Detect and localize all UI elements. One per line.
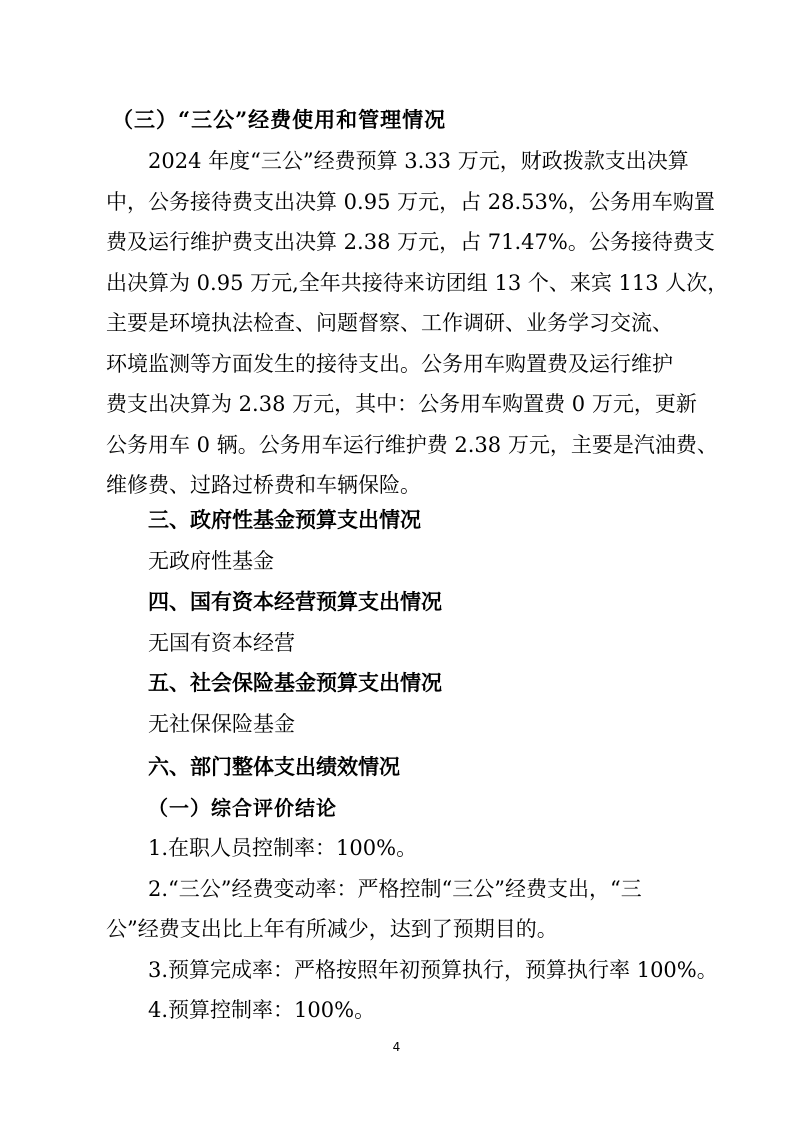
list-item-continuation: 公”经费支出比上年有所减少，达到了预期目的。: [106, 917, 558, 941]
list-item: 1.在职人员控制率：100%。: [148, 836, 418, 860]
sub-heading-evaluation-conclusion: （一）综合评价结论: [148, 796, 337, 820]
paragraph-line: 维修费、过路过桥费和车辆保险。: [106, 473, 421, 497]
page-number: 4: [392, 1040, 401, 1054]
paragraph-line: 主要是环境执法检查、问题督察、工作调研、业务学习交流、: [106, 311, 673, 335]
state-capital-text: 无国有资本经营: [148, 631, 295, 655]
paragraph-line: 环境监测等方面发生的接待支出。公务用车购置费及运行维护: [106, 351, 673, 376]
social-insurance-text: 无社保保险基金: [148, 712, 295, 736]
section-heading-state-capital: 四、国有资本经营预算支出情况: [148, 590, 442, 614]
list-item: 3.预算完成率：严格按照年初预算执行，预算执行率 100%。: [148, 958, 718, 982]
section-heading-three-public-expenses: （三）“三公”经费使用和管理情况: [112, 107, 447, 132]
section-heading-social-insurance: 五、社会保险基金预算支出情况: [148, 671, 442, 695]
paragraph-line: 2024 年度“三公”经费预算 3.33 万元，财政拨款支出决算: [148, 149, 689, 173]
section-heading-gov-fund: 三、政府性基金预算支出情况: [148, 508, 421, 532]
paragraph-line: 中，公务接待费支出决算 0.95 万元，占 28.53%，公务用车购置: [106, 189, 715, 214]
paragraph-line: 出决算为 0.95 万元,全年共接待来访团组 13 个、来宾 113 人次，: [106, 270, 729, 295]
list-item: 2.“三公”经费变动率：严格控制“三公”经费支出，“三: [148, 877, 642, 901]
gov-fund-text: 无政府性基金: [148, 549, 274, 573]
list-item: 4.预算控制率：100%。: [148, 998, 376, 1022]
paragraph-line: 费支出决算为 2.38 万元，其中：公务用车购置费 0 万元，更新: [106, 392, 697, 416]
three-public-expenses-paragraph: [106, 141, 729, 506]
section-heading-performance: 六、部门整体支出绩效情况: [148, 755, 400, 779]
paragraph-line: 公务用车 0 辆。公务用车运行维护费 2.38 万元，主要是汽油费、: [106, 432, 718, 457]
paragraph-line: 费及运行维护费支出决算 2.38 万元，占 71.47%。公务接待费支: [106, 230, 715, 254]
